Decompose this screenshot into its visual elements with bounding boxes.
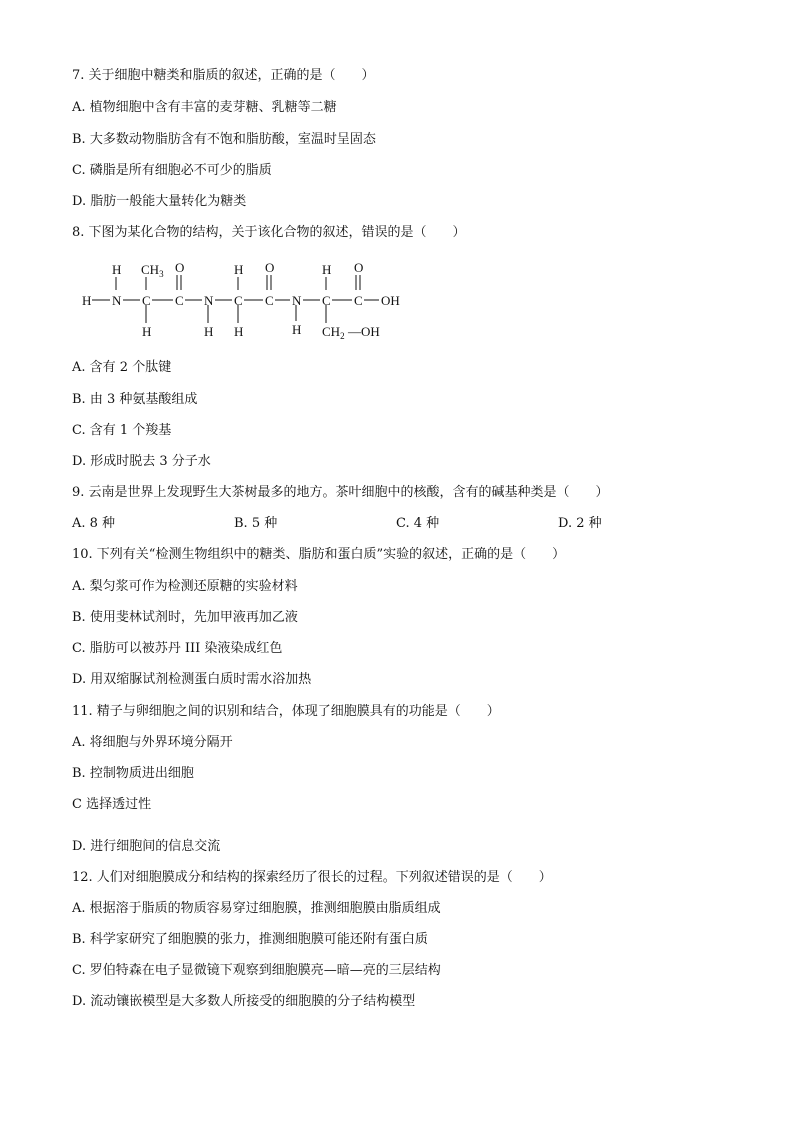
question-8-option-c: C. 含有 1 个羧基 [72,423,172,438]
question-8-option-a: A. 含有 2 个肽键 [72,360,172,375]
question-12-option-b: B. 科学家研究了细胞膜的张力，推测细胞膜可能还附有蛋白质 [72,932,428,947]
question-10-option-c: C. 脂肪可以被苏丹 III 染液染成红色 [72,641,283,656]
question-12-option-a: A. 根据溶于脂质的物质容易穿过细胞膜，推测细胞膜由脂质组成 [72,901,441,916]
formula-h: H [234,324,244,339]
formula-oh: OH [381,293,400,308]
question-11-option-a: A. 将细胞与外界环境分隔开 [72,735,233,750]
question-10-option-b: B. 使用斐林试剂时，先加甲液再加乙液 [72,610,298,625]
formula-n: N [292,293,302,308]
formula-n: N [112,293,122,308]
question-12-option-d: D. 流动镶嵌模型是大多数人所接受的细胞膜的分子结构模型 [72,994,416,1009]
question-9-stem: 9. 云南是世界上发现野生大茶树最多的地方。茶叶细胞中的核酸，含有的碱基种类是（ ） [72,485,609,500]
formula-c: C [234,293,243,308]
formula-h: H [82,293,92,308]
question-9-option-c: C. 4 种 [396,516,440,531]
question-7-option-d: D. 脂肪一般能大量转化为糖类 [72,194,247,209]
formula-ch3: $CH_3$ [141,262,164,279]
formula-h: H [142,324,152,339]
formula-c: C [142,293,151,308]
formula-o: O [265,260,275,275]
question-10-option-d: D. 用双缩脲试剂检测蛋白质时需水浴加热 [72,672,312,687]
question-10-option-a: A. 梨匀浆可作为检测还原糖的实验材料 [72,579,298,594]
question-12-option-c: C. 罗伯特森在电子显微镜下观察到细胞膜亮—暗—亮的三层结构 [72,963,441,978]
question-7-option-a: A. 植物细胞中含有丰富的麦芽糖、乳糖等二糖 [72,100,337,115]
question-11-option-b: B. 控制物质进出细胞 [72,766,194,781]
question-8-option-b: B. 由 3 种氨基酸组成 [72,392,198,407]
formula-c: C [354,293,363,308]
formula-h: H [322,262,332,277]
question-8-option-d: D. 形成时脱去 3 分子水 [72,454,211,469]
formula-ch2: $CH_2$ [322,324,345,341]
question-7-option-c: C. 磷脂是所有细胞必不可少的脂质 [72,163,272,178]
question-11-stem: 11. 精子与卵细胞之间的识别和结合，体现了细胞膜具有的功能是（ ） [72,704,500,719]
question-11-option-d: D. 进行细胞间的信息交流 [72,839,221,854]
question-12-stem: 12. 人们对细胞膜成分和结构的探索经历了很长的过程。下列叙述错误的是（ ） [72,870,552,885]
formula-o: O [175,260,185,275]
question-7-option-b: B. 大多数动物脂肪含有不饱和脂肪酸，室温时呈固态 [72,132,376,147]
formula-c: C [175,293,184,308]
formula-h: H [204,324,214,339]
formula-h: H [112,262,122,277]
formula-h: H [234,262,244,277]
question-9-option-d: D. 2 种 [558,516,602,531]
formula-n: N [204,293,214,308]
formula-c: C [265,293,274,308]
question-9-option-b: B. 5 种 [234,516,278,531]
question-9-option-a: A. 8 种 [72,516,116,531]
formula-h: H [292,322,302,337]
tripeptide-structure-diagram [78,258,418,344]
formula-ch2-oh: —OH [348,324,380,339]
question-10-stem: 10. 下列有关“检测生物组织中的糖类、脂肪和蛋白质”实验的叙述，正确的是（ ） [72,547,566,562]
formula-c: C [322,293,331,308]
question-7-stem: 7. 关于细胞中糖类和脂质的叙述，正确的是（ ） [72,68,375,83]
question-8-stem: 8. 下图为某化合物的结构，关于该化合物的叙述，错误的是（ ） [72,225,466,240]
formula-o: O [354,260,364,275]
question-11-option-c: C 选择透过性 [72,797,152,812]
